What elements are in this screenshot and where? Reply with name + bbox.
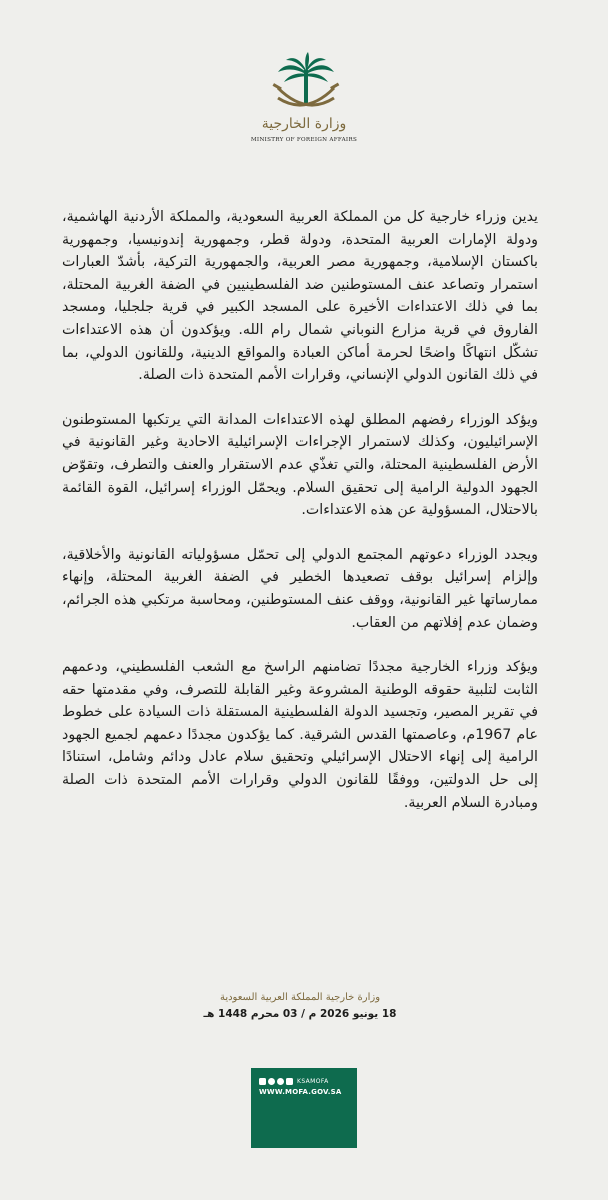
paragraph-2: ويؤكد الوزراء رفضهم المطلق لهذه الاعتداءات المدانة التي يرتكبها المستوطنون الإسرائيليون، وكذلك لاستمرار الإجراءات الإسرائيلية الاحادية وغير القانونية في الأرض الفلسطينية المحتلة، والتي تغذّي عدم الاستقرار والعنف والتطرف، وتقوّض الجهود الدولية الرامية إلى تحقيق السلام. ويحمّل الوزراء إسرائيل، القوة القائمة بالاحتلال، المسؤولية عن هذه الاعتداءات.	[62, 411, 538, 519]
paragraph-3: ويجدد الوزراء دعوتهم المجتمع الدولي إلى تحمّل مسؤولياته القانونية والأخلاقية، وإلزام إسرائيل بوقف تصعيدها الخطير في الضفة الغربية المحتلة، وإنهاء ممارساتها غير القانونية، ووقف عنف المستوطنين، ومحاسبة مرتكبي هذه الجرائم، وضمان عدم إفلاتهم من العقاب.	[62, 546, 538, 631]
website-link[interactable]: WWW.MOFA.GOV.SA	[259, 1088, 342, 1096]
youtube-icon[interactable]	[259, 1078, 266, 1085]
social-links	[259, 1076, 329, 1086]
signature-block	[150, 990, 450, 1022]
x-icon[interactable]	[286, 1078, 293, 1085]
statement-body	[62, 206, 538, 836]
statement-date: 18 يونيو 2026 م / 03 محرم 1448 هـ	[203, 1008, 397, 1020]
snapchat-icon[interactable]	[277, 1078, 284, 1085]
paragraph-4: ويؤكد وزراء الخارجية مجددًا تضامنهم الراسخ مع الشعب الفلسطيني، ودعمهم الثابت لتلبية حقوقه الوطنية المشروعة وغير القابلة للتصرف، وفي مقدمتها حقه في تقرير المصير، وتجسيد الدولة الفلسطينية المستقلة ذات السيادة على خطوط عام 1967م، وعاصمتها القدس الشرقية. كما يؤكدون مجددًا دعمهم لجميع الجهود الرامية إلى إنهاء الاحتلال الإسرائيلي وتحقيق سلام عادل ودائم وشامل، استنادًا إلى حل الدولتين، ووفقًا للقانون الدولي وقرارات الأمم المتحدة ذات الصلة ومبادرة السلام العربية.	[62, 659, 538, 811]
footer-badge	[251, 1068, 357, 1148]
paragraph-1: يدين وزراء خارجية كل من المملكة العربية السعودية، والمملكة الأردنية الهاشمية، ودولة الإمارات العربية المتحدة، ودولة قطر، وجمهورية إندونيسيا، وجمهورية باكستان الإسلامية، وجمهورية مصر العربية، والجمهورية التركية، بأشدّ العبارات استمرار وتصاعد عنف المستوطنين ضد الفلسطينيين في الضفة الغربية المحتلة، بما في ذلك الاعتداءات الأخيرة على المسجد الكبير في قرية جلجليا، ومسجد الفاروق في قرية مزارع النوباني شمال رام الله. ويؤكدون أن هذه الاعتداءات تشكّل انتهاكًا واضحًا لحرمة أماكن العبادة والمواقع الدينية، وللقانون الدولي، بما في ذلك القانون الدولي الإنساني، وقرارات الأمم المتحدة ذات الصلة.	[62, 209, 538, 384]
ministry-name-english: MINISTRY OF FOREIGN AFFAIRS	[250, 137, 358, 143]
social-handle[interactable]: KSAMOFA	[297, 1077, 329, 1085]
ministry-name-arabic: وزارة الخارجية	[261, 116, 347, 132]
signature-name: وزارة خارجية المملكة العربية السعودية	[219, 992, 381, 1003]
instagram-icon[interactable]	[268, 1078, 275, 1085]
